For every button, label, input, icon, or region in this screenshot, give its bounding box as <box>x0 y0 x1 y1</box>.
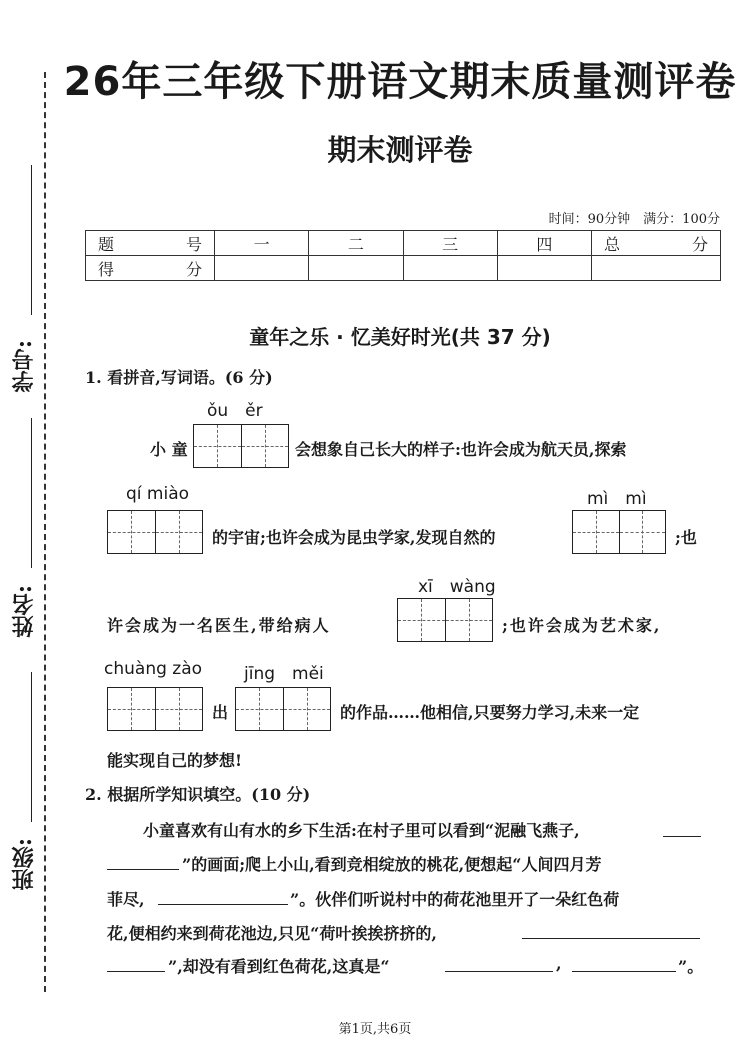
writing-grid[interactable] <box>235 687 331 731</box>
q1-heading: 1. 看拼音,写词语。(6 分) <box>85 368 273 387</box>
fill-blank[interactable] <box>158 888 288 905</box>
q1-text: 会想象自己长大的样子:也许会成为航天员,探索 <box>295 440 627 459</box>
score-table-score-row <box>86 256 721 281</box>
table-cell: 总 分 <box>592 231 721 256</box>
pinyin: xī wàng <box>418 577 496 597</box>
q1-text: 小 童 <box>150 440 188 459</box>
pinyin: chuàng zào <box>104 659 203 679</box>
writing-grid[interactable] <box>107 687 203 731</box>
q1-text: 出 <box>212 703 229 722</box>
table-cell: 题 号 <box>86 231 215 256</box>
exam-title: 26年三年级下册语文期末质量测评卷 <box>63 59 737 105</box>
exam-subtitle: 期末测评卷 <box>327 133 473 167</box>
score-input-cell[interactable] <box>592 256 721 281</box>
q1-text: 许会成为一名医生,带给病人 <box>107 616 331 635</box>
name-label: 姓名: <box>11 585 37 638</box>
page-number: 第1页,共6页 <box>338 1022 412 1037</box>
q1-text: ;也许会成为艺术家, <box>502 616 662 635</box>
table-cell: 四 <box>497 231 591 256</box>
q2-text: , <box>556 954 562 973</box>
name-write-line <box>31 418 32 568</box>
score-input-cell[interactable] <box>497 256 591 281</box>
q1-text: 能实现自己的梦想! <box>107 751 243 770</box>
student-id-label: 学号: <box>11 340 37 393</box>
table-cell: 得 分 <box>86 256 215 281</box>
score-input-cell[interactable] <box>403 256 497 281</box>
q1-text: 的作品……他相信,只要努力学习,未来一定 <box>340 703 640 722</box>
q2-text: ”的画面;爬上小山,看到竞相绽放的桃花,便想起“人间四月芳 <box>182 855 602 874</box>
table-cell: 二 <box>309 231 403 256</box>
fill-blank[interactable] <box>107 853 179 870</box>
section-title: 童年之乐 · 忆美好时光(共 37 分) <box>249 325 551 349</box>
writing-grid[interactable] <box>107 510 203 554</box>
q2-text: 菲尽, <box>107 890 145 909</box>
writing-grid[interactable] <box>193 424 289 468</box>
q1-text: 的宇宙;也许会成为昆虫学家,发现自然的 <box>212 528 496 547</box>
fill-blank[interactable] <box>107 955 165 972</box>
time-info: 时间：90分钟 满分：100分 <box>548 212 720 227</box>
class-label: 班级: <box>11 838 37 891</box>
writing-grid[interactable] <box>397 598 493 642</box>
q2-text: ”,却没有看到红色荷花,这真是“ <box>168 957 390 976</box>
q2-text: 花,便相约来到荷花池边,只见“荷叶挨挨挤挤的, <box>107 924 437 943</box>
score-table <box>85 230 721 281</box>
q2-text: ”。伙伴们听说村中的荷花池里开了一朵红色荷 <box>290 890 620 909</box>
fill-blank[interactable] <box>522 922 700 939</box>
writing-grid[interactable] <box>572 510 666 554</box>
table-cell: 三 <box>403 231 497 256</box>
q1-text: ;也 <box>675 528 697 547</box>
score-input-cell[interactable] <box>215 256 309 281</box>
fill-blank[interactable] <box>572 955 676 972</box>
pinyin: mì mì <box>587 489 647 509</box>
pinyin: jīng měi <box>244 664 324 684</box>
fill-blank[interactable] <box>445 955 553 972</box>
q2-heading: 2. 根据所学知识填空。(10 分) <box>85 785 311 804</box>
pinyin: qí miào <box>126 484 190 504</box>
class-write-line <box>31 672 32 822</box>
student-id-write-line <box>31 165 32 315</box>
binding-dashed-line <box>44 72 46 992</box>
table-cell: 一 <box>215 231 309 256</box>
pinyin: ǒu ěr <box>207 401 263 421</box>
score-table-header-row <box>86 231 721 256</box>
fill-blank[interactable] <box>663 820 701 837</box>
q2-text: 小童喜欢有山有水的乡下生活:在村子里可以看到“泥融飞燕子, <box>143 821 580 840</box>
score-input-cell[interactable] <box>309 256 403 281</box>
q2-text: ”。 <box>678 957 704 976</box>
